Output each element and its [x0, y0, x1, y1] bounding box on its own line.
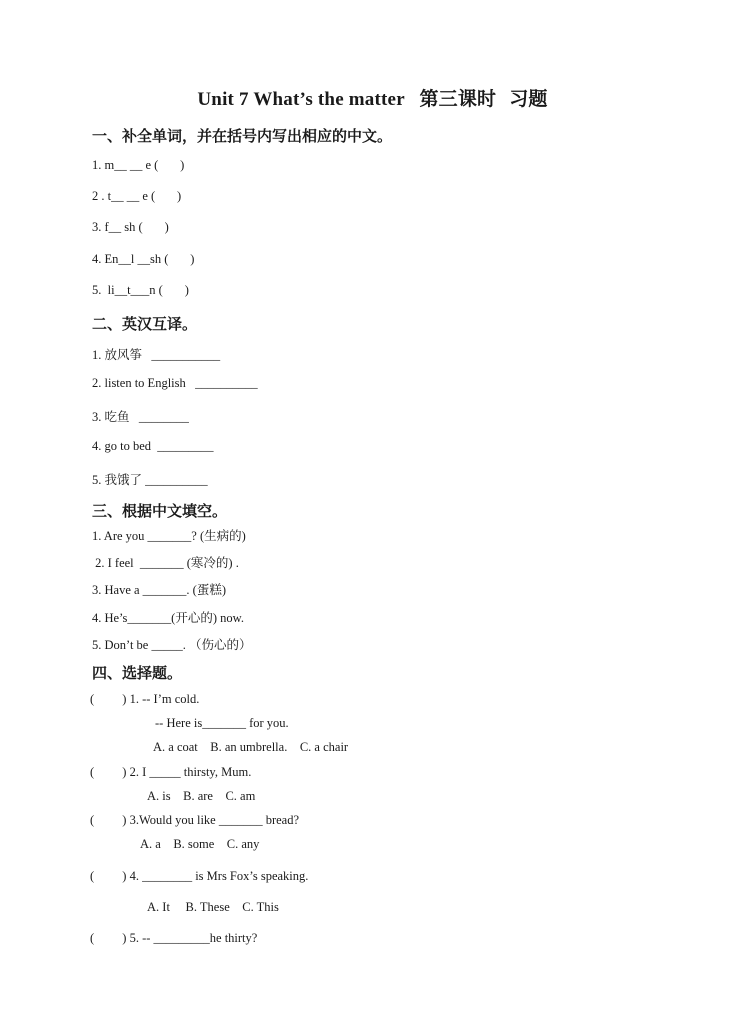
section-2-item-1: 1. 放风筝 ___________	[92, 348, 221, 362]
page-title	[0, 84, 745, 111]
question-1-options: A. a coat B. an umbrella. C. a chair	[153, 740, 349, 754]
question-2-options: A. is B. are C. am	[147, 789, 256, 803]
question-3: ( ) 3.Would you like _______ bread?	[90, 813, 300, 827]
question-1: ( ) 1. -- I’m cold.	[90, 692, 200, 706]
section-1-item-3: 3. f__ sh ( )	[92, 220, 169, 234]
section-1-item-4: 4. En__l __sh ( )	[92, 252, 195, 266]
section-3-item-3: 3. Have a _______. (蛋糕)	[92, 583, 226, 597]
question-3-options: A. a B. some C. any	[140, 837, 260, 851]
section-4-heading: 四、选择题。	[92, 664, 183, 682]
section-3-item-1: 1. Are you _______? (生病的)	[92, 529, 246, 543]
section-1-item-5: 5. li__t___n ( )	[92, 283, 189, 297]
title-main: Unit 7 What’s the matter	[197, 89, 405, 110]
question-5: ( ) 5. -- _________he thirty?	[90, 931, 258, 945]
question-2: ( ) 2. I _____ thirsty, Mum.	[90, 765, 252, 779]
section-2-item-2: 2. listen to English __________	[92, 376, 258, 390]
section-2-item-3: 3. 吃鱼 ________	[92, 410, 189, 424]
section-1-item-2: 2 . t__ __ e ( )	[92, 189, 182, 203]
section-2-heading: 二、英汉互译。	[92, 315, 198, 333]
title-exercise: 习题	[509, 89, 548, 110]
section-3-item-5: 5. Don’t be _____. （伤心的）	[92, 638, 252, 652]
section-1-heading: 一、补全单词，并在括号内写出相应的中文。	[92, 127, 393, 145]
question-1-response: -- Here is_______ for you.	[155, 716, 289, 730]
title-lesson: 第三课时	[419, 89, 497, 110]
section-2-item-5: 5. 我饿了 __________	[92, 473, 208, 487]
section-3-item-4: 4. He’s_______(开心的) now.	[92, 611, 244, 625]
section-2-item-4: 4. go to bed _________	[92, 439, 214, 453]
question-4-options: A. It B. These C. This	[147, 900, 279, 914]
section-1-item-1: 1. m__ __ e ( )	[92, 158, 185, 172]
section-3-heading: 三、根据中文填空。	[92, 502, 228, 520]
section-3-item-2: 2. I feel _______ (寒冷的) .	[92, 556, 239, 570]
question-4: ( ) 4. ________ is Mrs Fox’s speaking.	[90, 869, 309, 883]
